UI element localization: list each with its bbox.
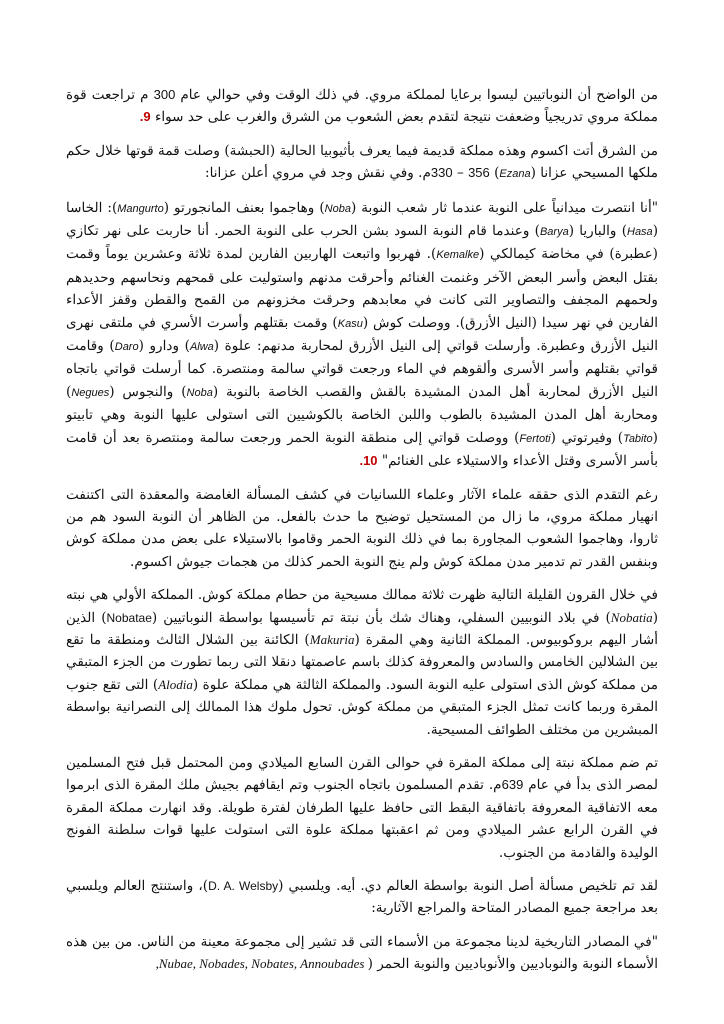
footnote-ref-10[interactable]: 10. <box>359 453 378 469</box>
footnote-ref-9[interactable]: 9. <box>139 109 151 125</box>
paragraph-ezana-inscription-quote: "أنا انتصرت ميدانياً على النوبة عندما ثار شعب النوبة (Noba) وهاجموا بعنف المانجورتو (Mangurto): الخاسا (Hasa) والباريا (Barya) وعندما قام النوبة السود بشن الحرب على النوبة الحمر. أنا حاربت على نهر تكازي (عطبرة) في مخاضة كيمالكي (Kemalke). فهربوا واتبعت الهاربين الفارين لمدة ثلاثة وعشرين يوماً وقمت بقتل البعض وأسر البعض الآخر وغنمت الغنائم وأحرقت مدنهم واستوليت على قمحهم ونحاسهم وحديدهم ولحمهم المجفف والتصاوير التى كانت في معابدهم وحرقت مخزونهم من القمح والقطن وقفز الأعداء الفارين في نهر سيدا (النيل الأزرق). ووصلت كوش (Kasu) وقمت بقتلهم وأسرت الأسري في ملتقى نهرى النيل الأزرق وعطبرة. وأرسلت قواتي إلى النيل الأزرق لمحاربة مدنهم: علوة (Alwa) ودارو (Daro) وقامت قواتي بقتلهم وأسر الأسرى وألقوهم في الماء ورجعت قواتي سالمة ومنتصرة. كما أرسلت قواتي باتجاه النيل الأزرق لمحاربة أهل المدن المشيدة بالقش والقصب الخاصة بالنوبة (Noba) والنجوس (Negues) ومحاربة أهل المدن المشيدة بالطوب واللبن الخاصة بالكوشيين التى استولى عليها النوبة وهي تابيتو (Tabito) وفيرتوتي (Fertoti) ووصلت قواتي إلى منطقة النوبة الحمر ورجعت سالمة ومنتصرة بعد أن قامت بأسر الأسرى وقتل الأعداء والاستيلاء على الغنائم" 10. <box>66 199 658 470</box>
paragraph-three-kingdoms: في خلال القرون القليلة التالية ظهرت ثلاثة ممالك مسيحية من حطام مملكة كوش. المملكة الأولي هي نبته (Nobatia) في بلاد النوبيين السفلي، وهناك شك بأن نبتة تم تأسيسها بواسطة النوباتيين (Nobatae) الذين أشار اليهم بروكوبيوس. المملكة الثانية وهي المقرة (Makuria) الكائنة بين الشلال الثالث ومنطقة ما تقع بين الشلالين الخامس والسادس والمعروفة كذلك باسم عاصمتها دنقلا التى ربما تطورت من الجزء المتبقي من مملكة كوش الذى استولى عليه النوبة السود. والمملكة الثالثة هي مملكة علوة (Alodia) التى تقع جنوب المقرة وربما كانت تمثل الجزء المتبقي من مملكة كوش. تحول ملوك هذا الممالك إلى النصرانية بواسطة المبشرين من مختلف الطوائف المسيحية. <box>66 587 659 738</box>
paragraph-archaeology-progress: رغم التقدم الذى حققه علماء الآثار وعلماء اللسانيات في كشف المسألة الغامضة والمعقدة التى اكتنفت انهيار مملكة مروي، ما زال من المستحيل توضيح ما حدث بالفعل. من الظاهر أن النوبة السود هم من ثاروا، وهاجموا الشعوب المجاورة بما في ذلك النوبة الحمر وقاموا بالاستيلاء على بعض مدن مملكة كوش وبنفس القدر تم تدمير مدن مملكة كوش ولم ينج النوبة الحمر كذلك من هجمات جيوش اكسوم. <box>66 486 658 570</box>
paragraph-welsby-summary: لقد تم تلخيص مسألة أصل النوبة بواسطة العالم دي. أيه. ويلسبي (D. A. Welsby)، واستنتج العالم ويلسبي بعد مراجعة جميع المصادر المتاحة والمراجع الآثارية: <box>66 878 659 917</box>
paragraph-historical-names-quote: "في المصادر التاريخية لدينا مجموعة من الأسماء التى قد تشير إلى مجموعة معينة من الناس. من بين هذه الأسماء النوبة والنوباديين والأنوباديين والنوبة الحمر ( Nubae, Nobades, Nobates, Annoubades, <box>66 933 658 973</box>
paragraph-meroe-decline: من الواضح أن النوباتيين ليسوا برعايا لمملكة مروي. في ذلك الوقت وفي حوالي عام 300 م تراجعت قوة مملكة مروي تدريجياً وضعفت نتيجة لتقدم بعض الشعوب من الشرق والغرب على حد سواء 9. <box>66 87 658 126</box>
paragraph-axum: من الشرق أتت اكسوم وهذه مملكة قديمة فيما يعرف بأثيوبيا الحالية (الحبشة) وصلت قمة قوتها خلال حكم ملكها المسيحي عزانا (Ezana) 330 – 356م. وفي نقش وجد في مروي أعلن عزانا: <box>66 142 658 182</box>
paragraph-makuria-annexation: تم ضم مملكة نبتة إلى مملكة المقرة في حوالى القرن السابع الميلادي ومن المحتمل قبل فتح المسلمين لمصر الذى بدأ في عام 639م. تقدم المسلمون باتجاه الجنوب وتم ايقافهم بجيش ملك المقرة الذى ابرموا معه الاتفاقية المعروفة باتفاقية البقط التى حافظ عليها الطرفان لفترة طويلة. وقد انهارت مملكة المقرة في القرن الرابع عشر الميلادي ومن ثم اعقبتها مملكة علوة التى استولت عليها قوات سلطنة الفونج الوليدة والقادمة من الجنوب. <box>66 754 658 861</box>
